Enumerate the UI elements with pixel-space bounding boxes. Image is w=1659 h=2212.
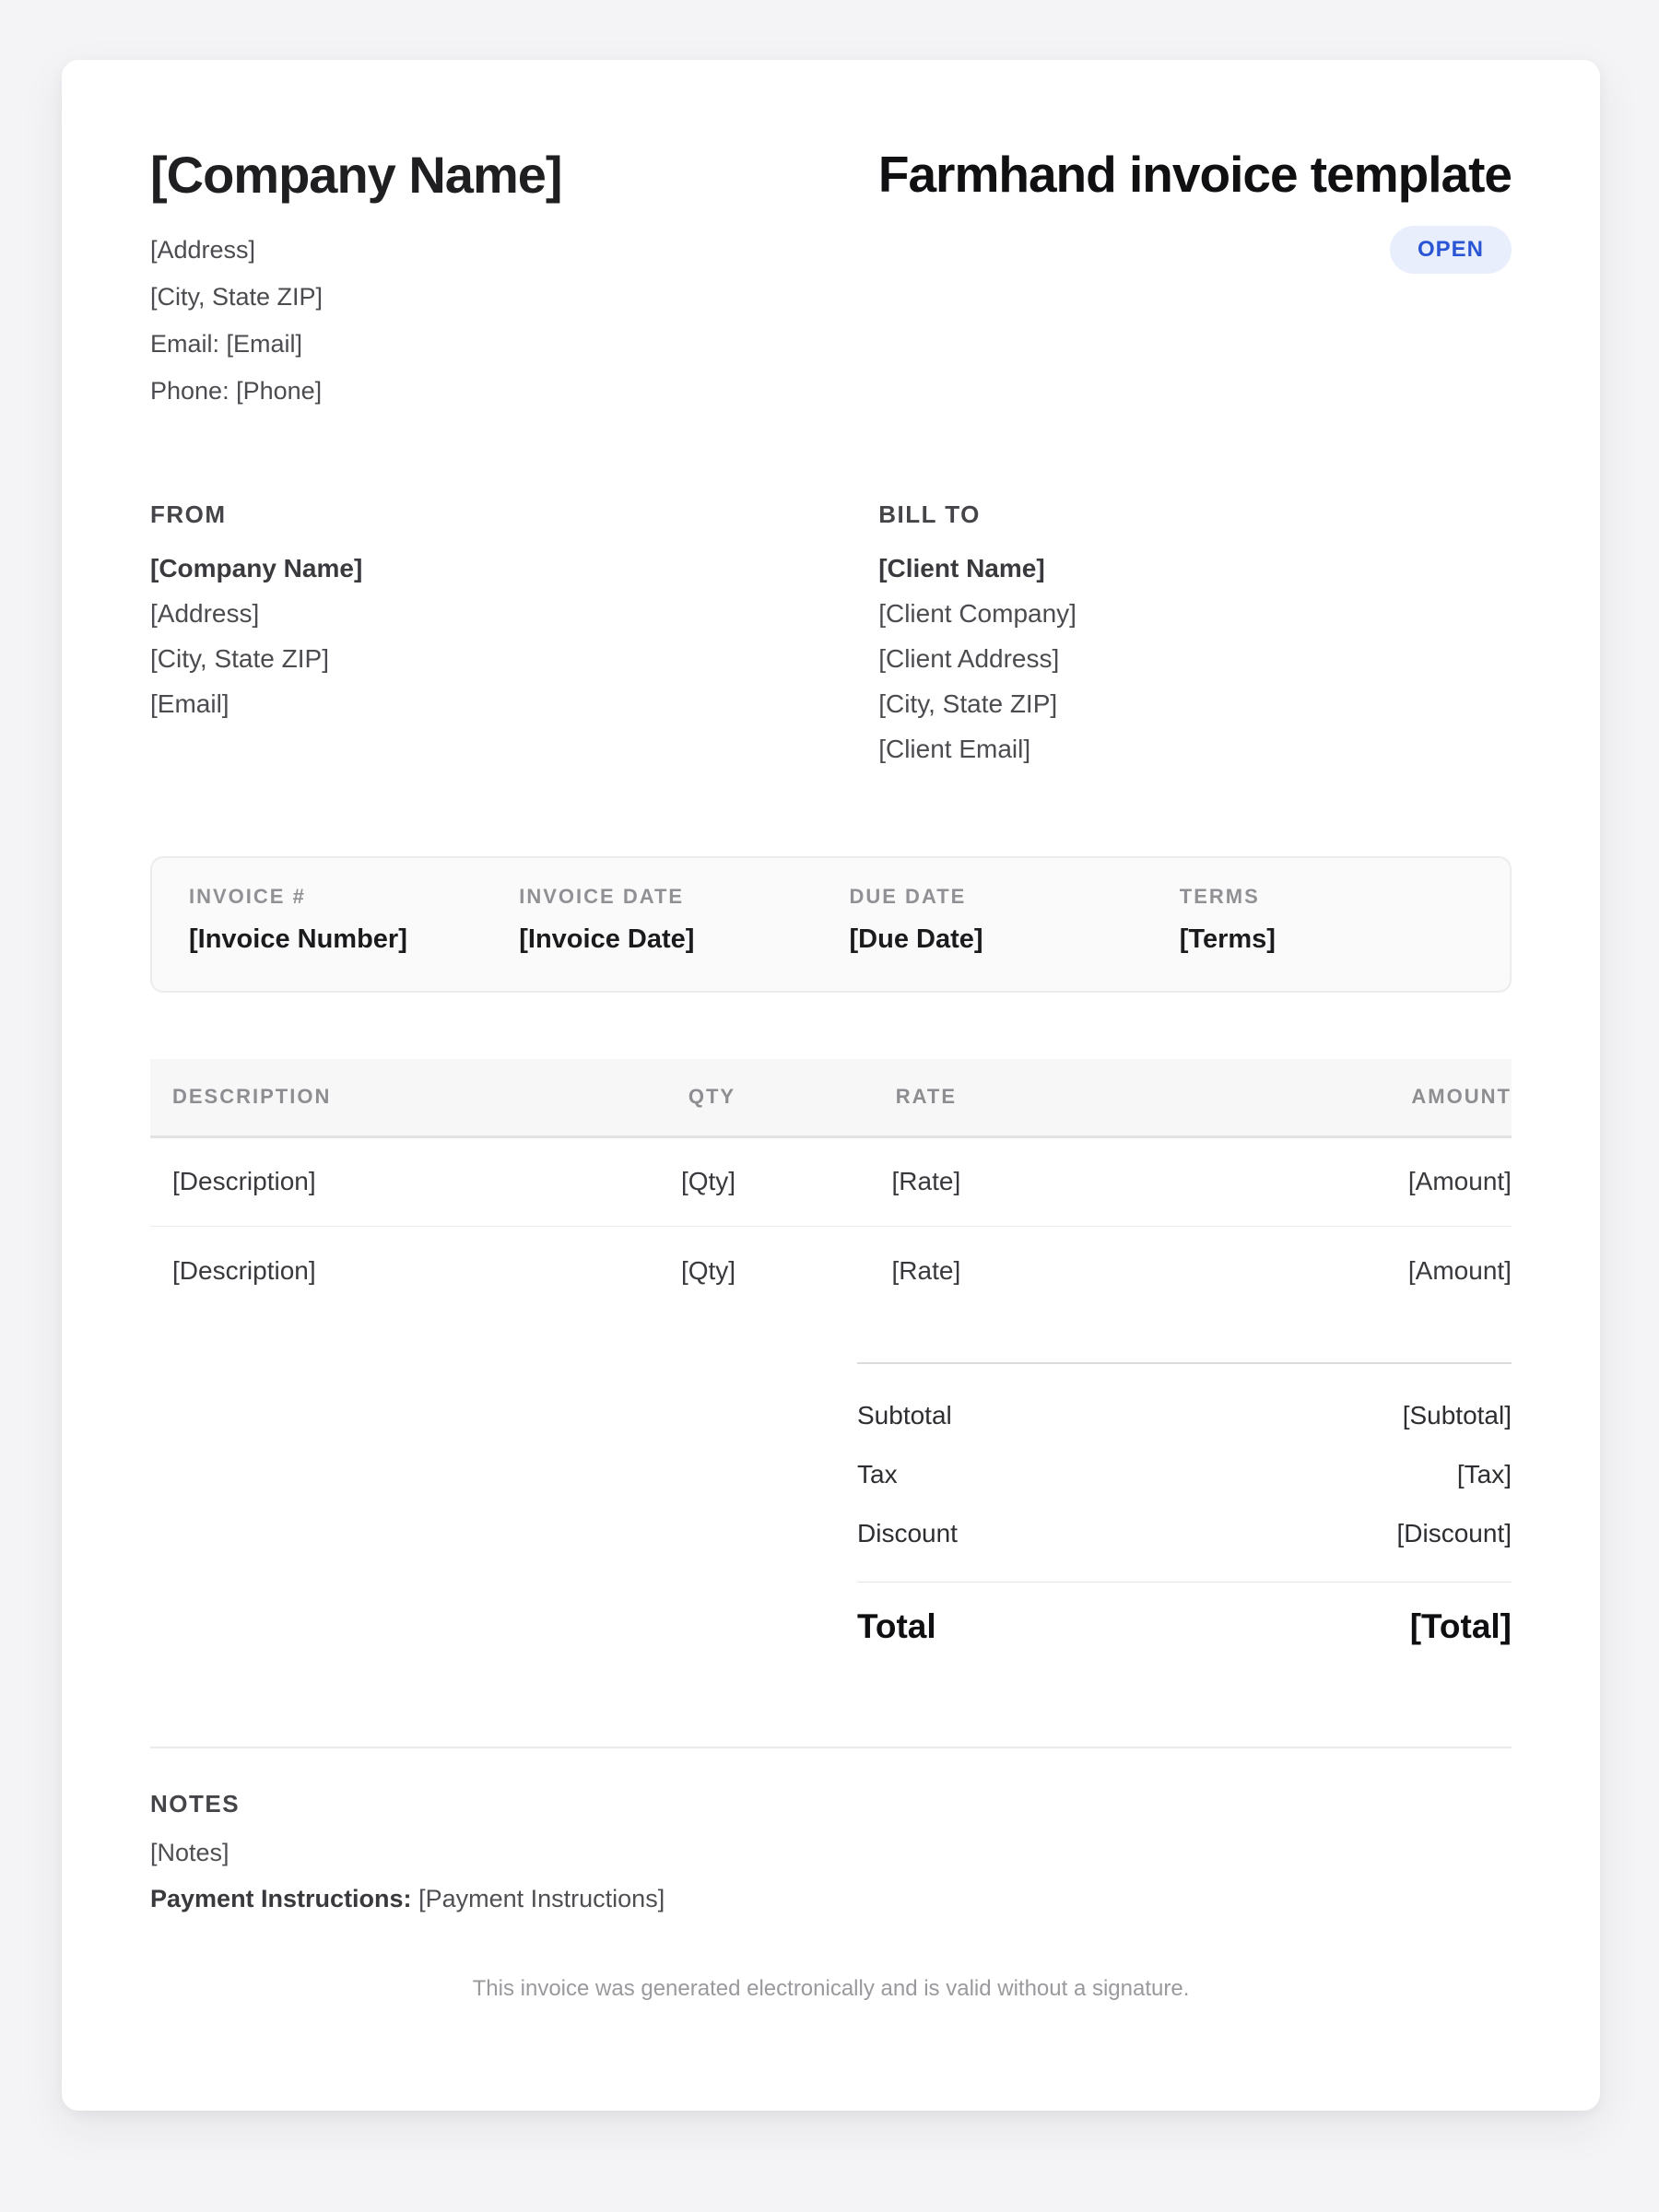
notes-label: NOTES xyxy=(150,1789,241,1818)
qty-column-header: QTY xyxy=(688,1085,736,1109)
client-email: [Client Email] xyxy=(878,734,1031,763)
rate-column-header: RATE xyxy=(895,1085,957,1109)
discount-label: Discount xyxy=(857,1518,958,1547)
item-description: [Description] xyxy=(172,1255,316,1285)
page-title: Farmhand invoice template xyxy=(877,146,1512,203)
company-email-line: Email: [Email] xyxy=(150,329,303,358)
due-date-label: DUE DATE xyxy=(849,884,967,908)
company-block xyxy=(150,148,562,415)
item-amount: [Amount] xyxy=(1407,1167,1512,1196)
from-email: [Email] xyxy=(150,688,229,718)
amount-column-header: AMOUNT xyxy=(1411,1085,1512,1109)
subtotal-label: Subtotal xyxy=(857,1400,952,1430)
payment-instructions-label: Payment Instructions: xyxy=(150,1884,412,1912)
invoice-number-label: INVOICE # xyxy=(189,884,306,908)
bill-to-details xyxy=(878,546,1512,771)
notes-section xyxy=(150,1789,1512,1916)
item-rate: [Rate] xyxy=(891,1255,961,1285)
parties-section xyxy=(150,500,1512,771)
meta-due-date xyxy=(850,884,1180,956)
notes-divider xyxy=(150,1747,1512,1748)
terms-label: TERMS xyxy=(1179,884,1260,908)
discount-value: [Discount] xyxy=(1396,1518,1512,1547)
invoice-meta-box xyxy=(150,856,1512,993)
total-row xyxy=(857,1582,1512,1647)
subtotal-row xyxy=(857,1386,1512,1445)
payment-instructions-text: [Payment Instructions] xyxy=(418,1884,665,1912)
line-items-table xyxy=(150,1059,1512,1315)
discount-row xyxy=(857,1504,1512,1563)
due-date-value: [Due Date] xyxy=(849,924,983,954)
notes-text: [Notes] xyxy=(150,1838,229,1866)
payment-instructions-line xyxy=(150,1881,1512,1916)
item-description: [Description] xyxy=(172,1167,316,1196)
tax-row xyxy=(857,1445,1512,1504)
meta-invoice-date xyxy=(519,884,849,956)
item-qty: [Qty] xyxy=(680,1167,736,1196)
total-value: [Total] xyxy=(1409,1606,1512,1645)
from-address: [Address] xyxy=(150,598,260,628)
tax-label: Tax xyxy=(857,1459,898,1488)
invoice-date-value: [Invoice Date] xyxy=(519,924,695,954)
from-details xyxy=(150,546,878,726)
invoice-number-value: [Invoice Number] xyxy=(189,924,407,954)
item-rate: [Rate] xyxy=(891,1167,961,1196)
client-company: [Client Company] xyxy=(878,598,1077,628)
client-address: [Client Address] xyxy=(878,643,1060,673)
title-block xyxy=(878,148,1512,274)
from-city: [City, State ZIP] xyxy=(150,643,329,673)
item-qty: [Qty] xyxy=(680,1255,736,1285)
subtotal-value: [Subtotal] xyxy=(1402,1400,1512,1430)
invoice-date-label: INVOICE DATE xyxy=(519,884,685,908)
item-amount: [Amount] xyxy=(1407,1255,1512,1285)
from-label: FROM xyxy=(150,500,227,528)
meta-terms xyxy=(1180,884,1510,956)
electronic-signature-note: This invoice was generated electronically and is valid without a signature. xyxy=(472,1975,1190,2001)
company-phone-line: Phone: [Phone] xyxy=(150,376,323,405)
status-badge: OPEN xyxy=(1390,226,1512,274)
company-address xyxy=(150,227,562,415)
from-section xyxy=(150,500,878,771)
totals-summary xyxy=(857,1362,1512,1647)
terms-value: [Terms] xyxy=(1179,924,1276,954)
bill-to-section xyxy=(878,500,1512,771)
table-header-row xyxy=(150,1059,1512,1138)
meta-invoice-number xyxy=(189,884,519,956)
client-name: [Client Name] xyxy=(878,553,1045,582)
table-row xyxy=(150,1138,1512,1227)
company-city-line: [City, State ZIP] xyxy=(150,282,324,311)
client-city: [City, State ZIP] xyxy=(878,688,1058,718)
description-column-header: DESCRIPTION xyxy=(172,1085,332,1109)
table-row xyxy=(150,1227,1512,1315)
total-label: Total xyxy=(857,1606,936,1645)
company-name: [Company Name] xyxy=(150,146,562,204)
tax-value: [Tax] xyxy=(1456,1459,1512,1488)
invoice-header xyxy=(150,148,1512,415)
invoice-card xyxy=(62,60,1600,2111)
from-name: [Company Name] xyxy=(150,553,363,582)
company-address-line: [Address] xyxy=(150,235,256,264)
bill-to-label: BILL TO xyxy=(878,500,981,528)
